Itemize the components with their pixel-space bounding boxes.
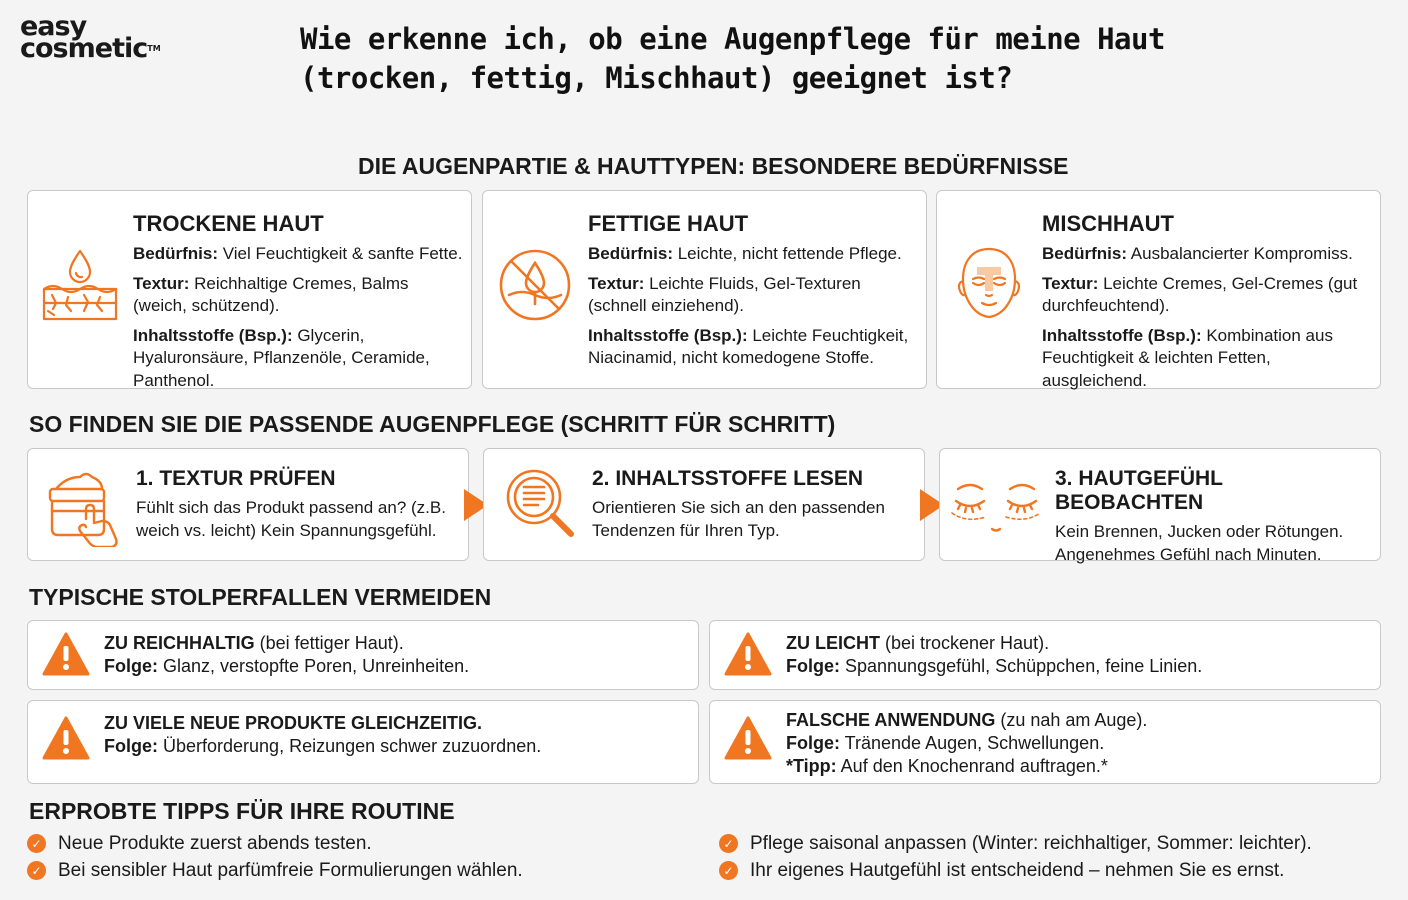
texture-label: Textur: xyxy=(1042,273,1099,293)
tips-list-left xyxy=(27,830,523,884)
step-title: 1. TEXTUR PRÜFEN xyxy=(136,467,336,490)
consequence-label: Folge: xyxy=(786,733,840,753)
check-icon: ✓ xyxy=(719,861,738,880)
step-title: 2. INHALTSSTOFFE LESEN xyxy=(592,467,864,490)
texture-label: Textur: xyxy=(588,273,645,293)
logo-trademark: TM xyxy=(147,44,161,53)
ingredients-label: Inhaltsstoffe (Bsp.): xyxy=(588,325,748,345)
warning-head-rest: (zu nah am Auge). xyxy=(995,710,1148,730)
warning-card-too-light xyxy=(709,620,1381,690)
consequence-label: Folge: xyxy=(786,656,840,676)
tip-label: *Tipp: xyxy=(786,756,837,776)
warning-head-rest: (bei fettiger Haut). xyxy=(254,633,404,653)
consequence-text: Überforderung, Reizungen schwer zuzuordnen. xyxy=(158,736,542,756)
skin-card-title: FETTIGE HAUT xyxy=(588,211,749,236)
tip-text: Bei sensibler Haut parfümfreie Formulierungen wählen. xyxy=(58,859,523,881)
step-card-feeling xyxy=(939,448,1381,564)
warning-icon xyxy=(42,631,90,677)
step-text: Orientieren Sie sich an den passenden Tendenzen für Ihren Typ. xyxy=(592,498,885,540)
cream-jar-hand-icon xyxy=(42,463,126,547)
no-oil-icon xyxy=(495,245,575,325)
check-icon: ✓ xyxy=(27,861,46,880)
consequence-label: Folge: xyxy=(104,656,158,676)
logo-line-1: easy xyxy=(20,11,87,42)
warning-head: FALSCHE ANWENDUNG xyxy=(786,710,996,730)
step-card-texture xyxy=(27,448,469,561)
need-text: Viel Feuchtigkeit & sanfte Fette. xyxy=(218,244,463,263)
texture-text: Leichte Fluids, Gel-Texturen (schnell einziehend). xyxy=(588,273,861,315)
warning-icon xyxy=(724,715,772,761)
tip-text: Neue Produkte zuerst abends testen. xyxy=(58,832,372,854)
section-steps-title: SO FINDEN SIE DIE PASSENDE AUGENPFLEGE (SCHRITT FÜR SCHRITT) xyxy=(29,411,836,437)
step-text: Fühlt sich das Produkt passend an? (z.B. weich vs. leicht) Kein Spannungsgefühl. xyxy=(136,498,446,540)
consequence-label: Folge: xyxy=(104,736,158,756)
page-title: Wie erkenne ich, ob eine Augenpflege für meine Haut (trocken, fettig, Mischhaut) geeignet ist? xyxy=(300,22,1165,95)
step-card-ingredients xyxy=(483,448,925,561)
texture-text: Reichhaltige Cremes, Balms (weich, schützend). xyxy=(133,273,409,315)
tips-list-right xyxy=(719,830,1312,884)
tip-item xyxy=(719,857,1312,884)
skin-card-title: MISCHHAUT xyxy=(1042,211,1174,236)
warning-card-too-many-products xyxy=(27,700,699,784)
warning-head: ZU VIELE NEUE PRODUKTE GLEICHZEITIG. xyxy=(104,713,483,733)
ingredients-label: Inhaltsstoffe (Bsp.): xyxy=(133,325,293,345)
section-skin-types-title: DIE AUGENPARTIE & HAUTTYPEN: BESONDERE BEDÜRFNISSE xyxy=(358,153,1069,179)
consequence-text: Glanz, verstopfte Poren, Unreinheiten. xyxy=(158,656,470,676)
magnifier-list-icon xyxy=(498,463,582,547)
section-pitfalls-title: TYPISCHE STOLPERFALLEN VERMEIDEN xyxy=(29,584,492,610)
need-label: Bedürfnis: xyxy=(1042,244,1127,263)
ingredients-label: Inhaltsstoffe (Bsp.): xyxy=(1042,325,1202,345)
need-label: Bedürfnis: xyxy=(133,244,218,263)
tip-item xyxy=(719,830,1312,857)
warning-head: ZU LEICHT xyxy=(786,633,880,653)
need-label: Bedürfnis: xyxy=(588,244,673,263)
warning-head-rest: (bei trockener Haut). xyxy=(880,633,1050,653)
step-text: Kein Brennen, Jucken oder Rötungen. Angenehmes Gefühl nach Minuten. xyxy=(1055,522,1344,564)
warning-card-wrong-application xyxy=(709,700,1381,784)
brand-logo xyxy=(20,11,161,64)
texture-label: Textur: xyxy=(133,273,190,293)
warning-head: ZU REICHHALTIG xyxy=(104,633,255,653)
warning-icon xyxy=(42,715,90,761)
skin-card-dry xyxy=(27,190,472,389)
texture-text: Leichte Cremes, Gel-Cremes (gut durchfeuchtend). xyxy=(1042,273,1358,315)
tip-item xyxy=(27,857,523,884)
consequence-text: Tränende Augen, Schwellungen. xyxy=(840,733,1105,753)
warning-card-too-rich xyxy=(27,620,699,690)
section-tips-title: ERPROBTE TIPPS FÜR IHRE ROUTINE xyxy=(29,798,455,824)
skin-card-combination xyxy=(936,190,1381,389)
check-icon: ✓ xyxy=(27,834,46,853)
check-icon: ✓ xyxy=(719,834,738,853)
tip-text: Pflege saisonal anpassen (Winter: reichhaltiger, Sommer: leichter). xyxy=(750,832,1312,854)
dry-skin-drop-icon xyxy=(40,245,120,325)
logo-line-2: cosmetic xyxy=(20,33,148,64)
tip-text: Ihr eigenes Hautgefühl ist entscheidend – nehmen Sie es ernst. xyxy=(750,859,1285,881)
ingredients-text: Glycerin, Hyaluronsäure, Pflanzenöle, Ceramide, Panthenol. xyxy=(133,325,430,390)
skin-card-title: TROCKENE HAUT xyxy=(133,211,324,236)
consequence-text: Spannungsgefühl, Schüppchen, feine Linien. xyxy=(840,656,1203,676)
ingredients-text: Leichte Feuchtigkeit, Niacinamid, nicht komedogene Stoffe. xyxy=(588,325,909,367)
warning-icon xyxy=(724,631,772,677)
ingredients-text: Kombination aus Feuchtigkeit & leichten Fetten, ausgleichend. xyxy=(1042,325,1333,390)
face-t-zone-icon xyxy=(949,245,1029,325)
step-title: 3. HAUTGEFÜHL BEOBACHTEN xyxy=(1055,467,1223,514)
need-text: Ausbalancierter Kompromiss. xyxy=(1127,244,1353,263)
need-text: Leichte, nicht fettende Pflege. xyxy=(673,244,902,263)
tip-item xyxy=(27,830,523,857)
closed-eyes-icon xyxy=(948,463,1048,547)
skin-card-oily xyxy=(482,190,927,389)
tip-text: Auf den Knochenrand auftragen.* xyxy=(836,756,1108,776)
